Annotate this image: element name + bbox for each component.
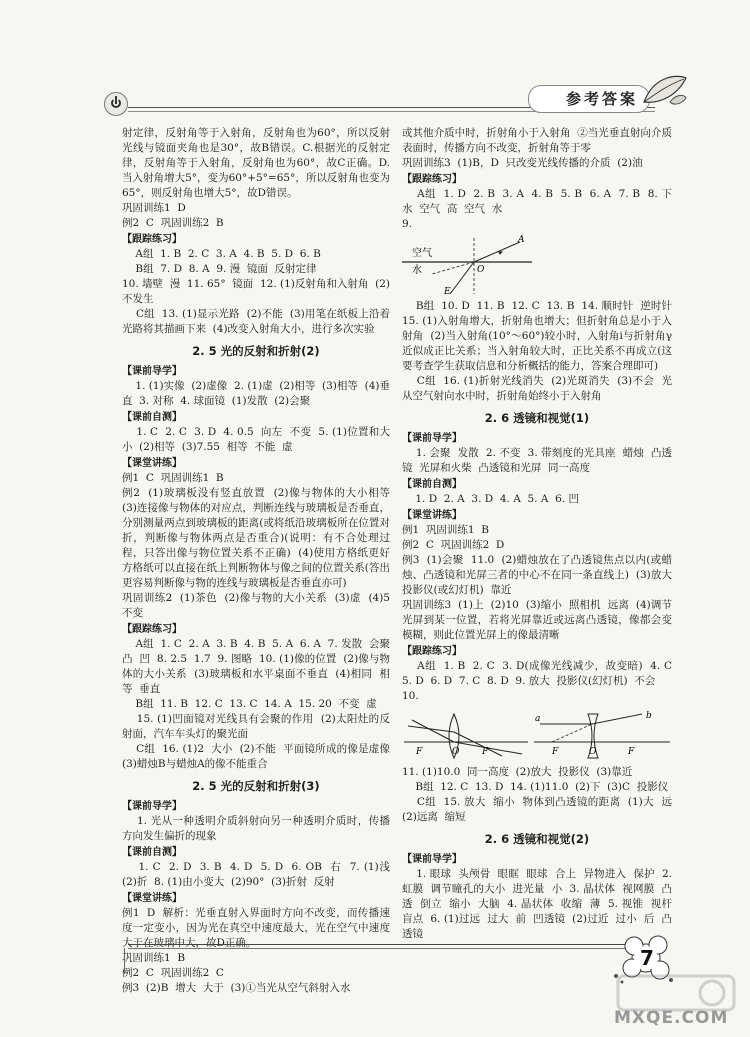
answer-line: 射定律，反射角等于入射角，反射角也为60°，所以反射光线与镜面夹角也是30°，故B错误。C.根据光的反射定律，反射角等于入射角，反射角也为60°，故C正确。D.当入射角增大5°，变为60°+5°=65°，所以反射角也变为65°，则反射角也增大5°，故D错误。 <box>122 127 390 199</box>
label-o: O <box>477 265 485 275</box>
answer-line: 巩固训练1 D <box>122 202 186 214</box>
page-number: 7 <box>640 946 654 970</box>
footer-rule <box>128 944 638 945</box>
answer-line: 例2 C 巩固训练2 B <box>122 217 224 229</box>
section-heading: 【课前导学】 <box>402 433 462 444</box>
section-heading: 【跟踪练习】 <box>122 234 182 245</box>
answer-line: A组 1. B 2. C 3. D(成像光线减少，故变暗) 4. C 5. D 6. D 7. C 8. D 9. 放大 投影仪(幻灯机) 不会 <box>402 660 679 687</box>
answer-line: 例2 C 巩固训练2 D <box>402 539 505 551</box>
label-f-2: F <box>482 747 489 757</box>
answer-line: 例1 巩固训练1 B <box>402 524 489 536</box>
answer-line: 或其他介质中时，折射角小于入射角 ②当光垂直射向介质表面时，传播方向不改变，折射角等于零 <box>402 127 672 154</box>
answer-line: 巩固训练3 (1)B，D 只改变光线传播的介质 (2)油 <box>402 157 643 169</box>
refracted-ray <box>450 262 474 294</box>
answer-line: 例2 C 巩固训练2 C <box>122 967 224 979</box>
answer-line: C组 16. (1)折射光线消失 (2)光斑消失 (3)不会 光从空气射向水中时，折射角始终小于入射角 <box>402 375 672 402</box>
section-heading: 【课堂讲练】 <box>122 458 182 469</box>
answer-line: 10. <box>402 690 419 702</box>
incident-ray <box>474 242 520 262</box>
answer-line: B组 10. D 11. B 12. C 13. B 14. 顺时针 逆时针 15. (1)入射角增大，折射角也增大；但折射角总是小于入射角 (2)当入射角(10°～60°)较小时，入射角i与折射角γ近似成正比关系；当入射角较大时，正比关系不再成立(这要考查学生获取信息和分析概括的能力，答案合理即可) <box>402 300 679 372</box>
page-header <box>0 0 750 130</box>
answer-line: 巩固训练2 (1)茶色 (2)像与物的大小关系 (3)虚 (4)5 不变 <box>122 592 397 619</box>
answer-line: 巩固训练1 B <box>122 952 186 964</box>
section-heading: 【课堂讲练】 <box>402 510 462 521</box>
answer-line: 例1 D 解析：光垂直射入界面时方向不改变，而传播速度一定变小，因为光在真空中速度最大，光在空气中速度大于在玻璃中大，故D正确。 <box>122 907 390 949</box>
answer-line: 15. (1)凹面镜对光线具有会聚的作用 (2)太阳灶的反射面，汽车车头灯的聚光面 <box>122 713 390 740</box>
label-air: 空气 <box>412 248 432 259</box>
section-heading: 【课前自测】 <box>122 847 182 858</box>
section-heading: 【课前自测】 <box>402 479 462 490</box>
section-title: 2. 6 透镜和视觉(2) <box>484 832 590 846</box>
watermark-text: MXQE.COM <box>614 1008 729 1028</box>
answer-line: 例1 C 巩固训练1 B <box>122 472 224 484</box>
lens-diagram <box>402 706 672 762</box>
answer-line: 11. (1)10.0 同一高度 (2)放大 投影仪 (3)靠近 <box>402 766 633 778</box>
header-title: 参考答案 <box>566 90 639 108</box>
ray-convex-2 <box>454 732 502 756</box>
label-water: 水 <box>412 265 422 276</box>
answer-line: 1. C 2. D 3. B 4. D 5. D 6. OB 右 7. (1)浅 (2)折 8. (1)由小变大 (2)90° (3)折射 反射 <box>122 861 397 888</box>
answer-line: 巩固训练3 (1)上 (2)10 (3)缩小 照相机 远离 (4)调节光屏到某一位置，若将光屏靠近或远离凸透镜，像都会变模糊，则此位置光屏上的像最清晰 <box>402 599 672 641</box>
label-f-1: F <box>416 747 423 757</box>
refraction-diagram <box>402 234 532 296</box>
label-a: a <box>535 714 541 724</box>
label-a: A <box>518 235 525 245</box>
label-f-4: F <box>628 747 635 757</box>
ray-concave-2 <box>592 714 642 724</box>
ray-convex-1 <box>408 726 454 732</box>
answer-line: A组 1. D 2. B 3. A 4. B 5. B 6. A 7. B 8. 下 水 空气 高 空气 水 <box>402 188 679 215</box>
answer-line: 9. <box>402 218 413 230</box>
ray-arrow <box>498 251 503 255</box>
section-heading: 【跟踪练习】 <box>402 174 462 185</box>
answer-line: 例3 (2)B 增大 大于 (3)①当光从空气斜射入水 <box>122 982 351 994</box>
answer-line: 10. 墙壁 漫 11. 65° 镜面 12. (1)反射角和入射角 (2)不发生 <box>122 278 390 305</box>
section-heading: 【课前导学】 <box>122 801 182 812</box>
answer-line: 1. 会聚 发散 2. 不变 3. 带刻度的光具座 蜡烛 凸透镜 光屏和火柴 凸透镜和光屏 同一高度 <box>402 447 672 474</box>
section-title: 2. 5 光的反射和折射(2) <box>192 344 320 358</box>
answer-line: B组 11. B 12. C 13. C 14. A 15. 20 不变 虚 <box>122 698 377 710</box>
answer-line: C组 15. 放大 缩小 物体到凸透镜的距离 (1)大 远 (2)远离 缩短 <box>402 796 679 823</box>
right-column <box>402 126 679 942</box>
label-f-3: F <box>552 747 559 757</box>
answer-line: B组 7. D 8. A 9. 漫 镜面 反射定律 <box>122 263 317 275</box>
section-heading: 【课堂讲练】 <box>122 893 182 904</box>
ray-concave-virtual <box>552 724 592 742</box>
section-heading: 【跟踪练习】 <box>402 646 462 657</box>
label-e: E <box>444 287 451 296</box>
answer-line: A组 1. C 2. A 3. B 4. B 5. A 6. A 7. 发散 会聚 凸 凹 8. 2.5 1.7 9. 图略 10. (1)像的位置 (2)像与物体的大小关系 (3)玻璃板和水平桌面不垂直 (4)相同 相等 垂直 <box>122 638 397 695</box>
left-column <box>122 126 397 996</box>
answer-line: 例2 (1)玻璃板没有竖直放置 (2)像与物体的大小相等 (3)连接像与物体的对应点，判断连线与玻璃板是否垂直，分别测量两点到玻璃板的距离(或将纸沿玻璃板所在位置对折，判断像与物体两点是否重合)(说明：有不合处理过程，只答出像与物位置关系不正确) (4)使用方格纸更好 方格纸可以直接在纸上判断物体与像之间的位置关系(答出更容易判断像与物的连线与玻璃板是否垂直亦可) <box>122 487 397 589</box>
power-icon <box>104 92 128 116</box>
label-o-1: O <box>452 747 460 757</box>
footer-rule-secondary <box>128 948 638 949</box>
answer-line: 1. C 2. C 3. D 4. 0.5 向左 不变 5. (1)位置和大小 (2)相等 (3)7.55 相等 不能 虚 <box>122 426 390 453</box>
section-heading: 【跟踪练习】 <box>122 624 182 635</box>
answer-line: 1. 光从一种透明介质斜射向另一种透明介质时，传播方向发生偏折的现象 <box>122 815 390 842</box>
answer-line: 例3 (1)会聚 11.0 (2)蜡烛放在了凸透镜焦点以内(或蜡烛、凸透镜和光屏三者的中心不在同一条直线上) (3)放大 投影仪(或幻灯机) 靠近 <box>402 554 679 596</box>
section-title: 2. 5 光的反射和折射(3) <box>192 779 320 793</box>
footer-box <box>124 948 129 974</box>
label-b: b <box>646 711 652 721</box>
leaf-icon <box>640 72 688 108</box>
answer-line: 1. (1)实像 (2)虚像 2. (1)虚 (2)相等 (3)相等 (4)垂直 3. 对称 4. 球面镜 (1)发散 (2)会聚 <box>122 380 391 407</box>
answer-line: 1. 眼球 头颅骨 眼眶 眼球 合上 异物进入 保护 2. 虹膜 调节瞳孔的大小 进光量 小 3. 晶状体 视网膜 凸透 倒立 缩小 大脑 4. 晶状体 收缩 薄 5. 视锥 视杆 盲点 6. (1)过远 过大 前 凹透镜 (2)过近 过小 后 凸透镜 <box>402 868 679 940</box>
answer-line: A组 1. B 2. C 3. A 4. B 5. D 6. B <box>122 248 321 260</box>
section-heading: 【课前导学】 <box>402 854 462 865</box>
section-heading: 【课前自测】 <box>122 412 182 423</box>
label-o-2: O <box>589 747 597 757</box>
apparent-ray <box>432 262 474 274</box>
answer-line: 1. D 2. A 3. D 4. A 5. A 6. 凹 <box>402 493 579 505</box>
answer-line: C组 13. (1)显示光路 (2)不能 (3)用笔在纸板上沿着光路将其描画下来 (4)改变入射角大小，进行多次实验 <box>122 308 390 335</box>
answer-line: C组 16. (1)2 大小 (2)不能 平面镜所成的像是虚像 (3)蜡烛B与蜡烛A的像不能重合 <box>122 743 397 770</box>
section-heading: 【课前导学】 <box>122 366 182 377</box>
answer-line: B组 12. C 13. D 14. (1)11.0 (2)下 (3)C 投影仪 <box>402 781 669 793</box>
section-title: 2. 6 透镜和视觉(1) <box>484 411 590 425</box>
